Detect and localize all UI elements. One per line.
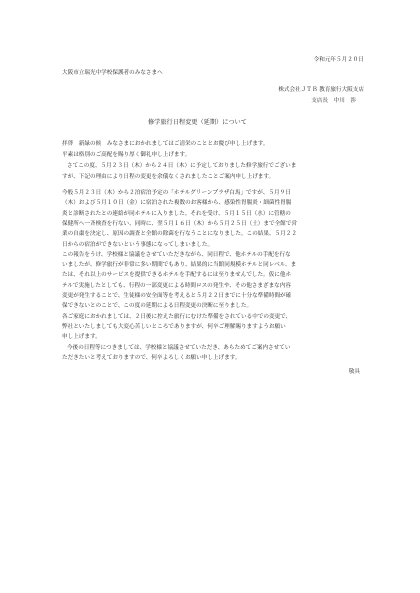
greeting-line: すが、下記の理由により日程の変更を余儀なくされましたことご案内申し上げます。 bbox=[62, 174, 275, 180]
body-line: テルで実施したとしても、行程の一部変更による時間ロスの発生や、その他さまざまな内容 bbox=[62, 282, 291, 289]
sender-person: 支店長 中川 渉 bbox=[311, 98, 356, 104]
body-line: 今後の日程等につきましては、学校様と協議させていただき、あらためてご案内させてい bbox=[67, 344, 291, 351]
body-line: 変更が発生することで、生徒様の安全面等を考えると５月２２日までに十分な準備時間が確 bbox=[62, 293, 292, 299]
recipient-line: 大阪市立瑞光中学校保護者のみなさまへ bbox=[62, 70, 163, 76]
sender-company: 株式会社ＪＴＢ 教育旅行大阪支店 bbox=[278, 87, 364, 93]
greeting-line: 平素は格別のご高配を賜り厚く御礼申し上げます。 bbox=[62, 152, 191, 158]
body-line: 各ご家庭におかれましては、２日後に控えた旅行にむけた準備をされている中での変更で、 bbox=[62, 313, 292, 320]
body-line: 保健所へ一斉検査を行ない、同時に、翌５月１６日（木）から５月２５日（土）まで全館で営 bbox=[62, 220, 297, 227]
body-line: 業の自粛を決定し、原因の調査と全館の除菌を行なうことになりました。この結果、５月２２ bbox=[62, 231, 297, 238]
body-line: 日からの宿泊ができないという事態になってしまいました。 bbox=[62, 241, 214, 248]
greeting-line: 拝啓 新緑の候 みなさまにおかれましてはご清栄のこととお慶び申し上げます。 bbox=[62, 141, 269, 147]
body-line: ただきたいと考えておりますので、何卒よろしくお願い申し上げます。 bbox=[62, 354, 241, 361]
body-line: 弊社といたしましても大変心苦しいところでありますが、何卒ご理解賜りますようお願い bbox=[62, 323, 286, 330]
body-line: たは、それ以上のサービスを提供できるホテルを手配するには至りませんでした。仮に他ホ bbox=[62, 272, 292, 279]
body-line: いましたが、修学旅行が非常に多い期間でもあり、結果的に当館同規模ホテルと同レベル、ま bbox=[62, 262, 297, 269]
greeting-line: さてこの度、５月２３日（木）から２４日（木）に予定しておりました修学旅行でございま bbox=[67, 163, 297, 169]
body-line: 保できないとのことで、この度の延期による日程変更の決断に至りました。 bbox=[62, 303, 253, 310]
body-line: 炎と診断されたとの連絡が同ホテルに入りました。それを受け、５月１５日（水）に管轄の bbox=[62, 210, 291, 217]
body-line: 申し上げます。 bbox=[62, 334, 101, 341]
closing-keigu: 敬具 bbox=[348, 369, 360, 375]
document-title: 修学旅行日程変更（延期）について bbox=[148, 119, 247, 126]
body-line: この報告をうけ、学校様と協議をさせていただきながら、同日程で、他ホテルの手配を行な bbox=[62, 251, 291, 258]
body-line: （木）および５月１０日（金）に宿泊された複数のお客様から、感染性胃腸炎・細菌性胃腸 bbox=[62, 200, 292, 207]
document-date: 令和元年５月２０日 bbox=[313, 57, 364, 63]
body-line: 今般５月２３日（木）から２泊宿泊予定の「ホテルグリーンプラザ白馬」ですが、５月９日 bbox=[62, 190, 291, 196]
